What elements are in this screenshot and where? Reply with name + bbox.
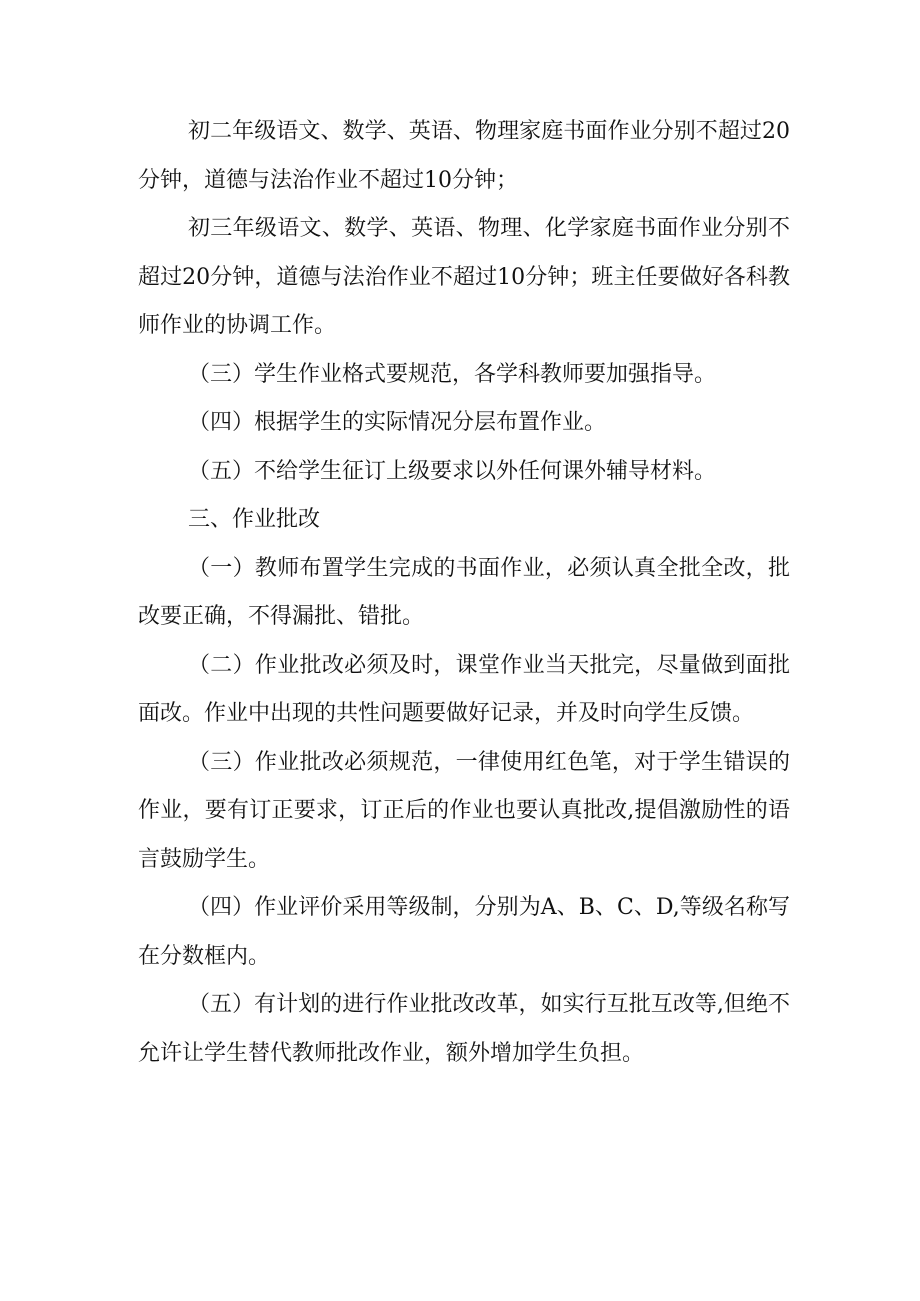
paragraph-standard-correction: （三）作业批改必须规范，一律使用红色笔，对于学生错误的作业，要有订正要求，订正后的作业也要认真批改,提倡激励性的语言鼓励学生。 xyxy=(138,749,790,872)
paragraph-grade3-homework: 初三年级语文、数学、英语、物理、化学家庭书面作业分别不超过20分钟，道德与法治作业不超过10分钟；班主任要做好各科教师作业的协调工作。 xyxy=(138,216,790,338)
section-heading-homework-correction: 三、作业批改 xyxy=(188,507,321,532)
paragraph-correction-reform: （五）有计划的进行作业批改改革，如实行互批互改等,但绝不允许让学生替代教师批改作业，额外增加学生负担。 xyxy=(138,992,790,1066)
paragraph-grade2-homework: 初二年级语文、数学、英语、物理家庭书面作业分别不超过20分钟，道德与法治作业不超过10分钟； xyxy=(138,119,790,193)
paragraph-grading-levels: （四）作业评价采用等级制，分别为A、B、C、D,等级名称写在分数框内。 xyxy=(138,895,790,969)
paragraph-full-correction: （一）教师布置学生完成的书面作业，必须认真全批全改，批改要正确，不得漏批、错批。 xyxy=(138,555,790,629)
paragraph-no-extra-materials: （五）不给学生征订上级要求以外任何课外辅导材料。 xyxy=(188,458,717,484)
paragraph-timely-correction: （二）作业批改必须及时，课堂作业当天批完，尽量做到面批面改。作业中出现的共性问题要做好记录，并及时向学生反馈。 xyxy=(138,652,790,726)
paragraph-layered-assignment: （四）根据学生的实际情况分层布置作业。 xyxy=(188,410,607,435)
paragraph-format-standard: （三）学生作业格式要规范，各学科教师要加强指导。 xyxy=(188,361,717,387)
document-body xyxy=(138,108,790,1078)
